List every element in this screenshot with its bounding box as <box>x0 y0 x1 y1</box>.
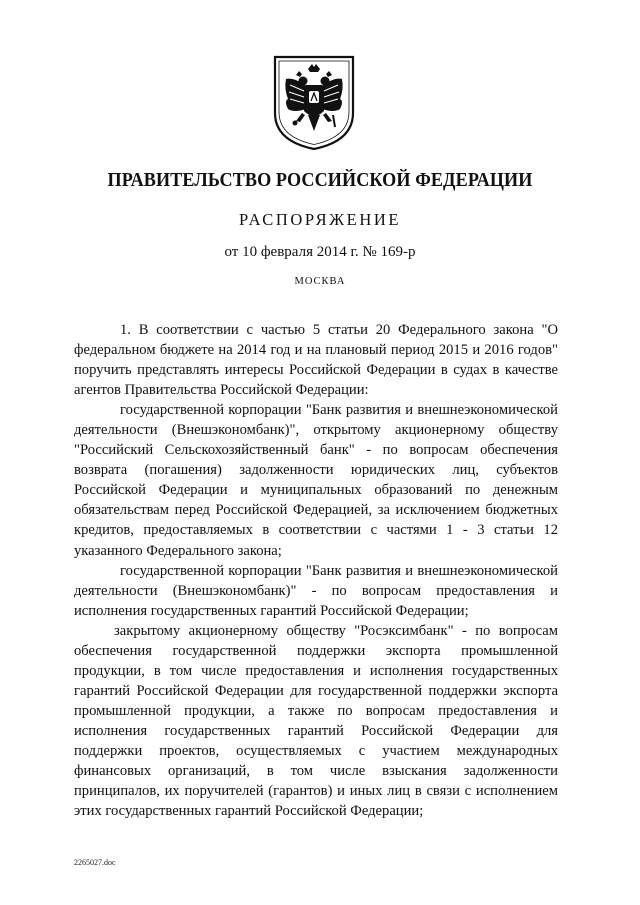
document-body <box>74 320 558 821</box>
file-code: 2265027.doc <box>74 858 116 867</box>
document-city: МОСКВА <box>294 276 346 287</box>
organization-title: ПРАВИТЕЛЬСТВО РОССИЙСКОЙ ФЕДЕРАЦИИ <box>107 170 533 191</box>
paragraph-3: государственной корпорации "Банк развития и внешнеэкономической деятельности (Внешэкономбанк)" - по вопросам предоставления и исполнения государственных гарантий Российской Федерации; <box>74 562 558 619</box>
paragraph-1: 1. В соответствии с частью 5 статьи 20 Федерального закона "О федеральном бюджете на 2014 год и на плановый период 2015 и 2016 годов" поручить представлять интересы Российской Федерации в судах в качестве агентов Правительства Российской Федерации: <box>74 322 558 399</box>
paragraph-4: закрытому акционерному обществу "Росэксимбанк" - по вопросам обеспечения государственной поддержки экспорта промышленной продукции, в том числе предоставления и исполнения государственных гарантий Российской Федерации для государственной поддержки экспорта промышленной продукции, а также по вопросам предоставления и исполнения государственных гарантий Российской Федерации для поддержки проектов, осуществляемых с участием международных финансовых организаций, в том числе взыскания задолженности принципалов, их поручителей (гарантов) и иных лиц в связи с исполнением этих государственных гарантий Российской Федерации; <box>74 622 558 820</box>
state-emblem-icon <box>272 55 356 151</box>
paragraph-2: государственной корпорации "Банк развития и внешнеэкономической деятельности (Внешэкономбанк)", открытому акционерному обществу "Российский Сельскохозяйственный банк" - по вопросам обеспечения возврата (погашения) задолженности юридических лиц, субъектов Российской Федерации и муниципальных образований по денежным обязательствам перед Российской Федерацией, за исключением бюджетных кредитов, предоставляемых в соответствии с частями 1 - 3 статьи 12 указанного Федерального закона; <box>74 402 558 559</box>
document-date-number: от 10 февраля 2014 г. № 169-р <box>224 244 416 260</box>
document-type: РАСПОРЯЖЕНИЕ <box>238 210 402 229</box>
